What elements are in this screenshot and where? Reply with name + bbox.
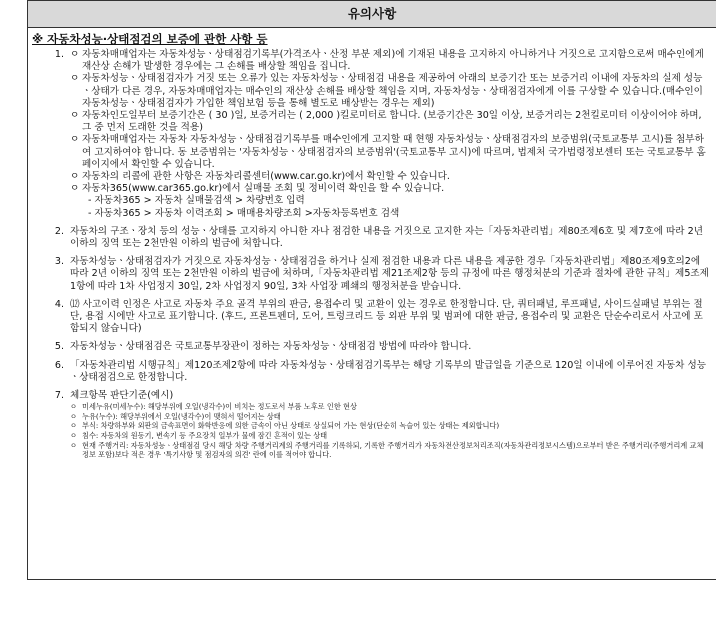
dash-line: - 자동차365 > 자동차 이력조회 > 매매용차량조회 >자동차등록번호 검색 [88,207,400,219]
notice-item-5 [28,341,710,353]
item-body [70,390,710,460]
criteria-heading: 체크항목 판단기준(예시) [70,390,174,402]
sub-item [70,110,710,134]
item-text: 자동차의 구조ㆍ장치 등의 성능ㆍ상태를 고지하지 아니한 자나 점검한 내용을 거짓으로 고지한 자는「자동차관리법」제80조제6호 및 제7호에 따라 2년 이하의 징역 또는 2천만원 이하의 벌금에 처합니다. [70,225,703,250]
criteria-item [70,421,710,431]
notice-item-7 [28,390,710,460]
item-number: 5. [54,341,64,353]
bullet-icon: ㅇ [70,110,80,122]
notice-item-1 [28,49,710,220]
sub-text: 자동차성능ㆍ상태점검자가 거짓 또는 오류가 있는 자동차성능ㆍ상태점검 내용을 제공하여 아래의 보증기간 또는 보증거리 이내에 자동차의 실제 성능ㆍ상태가 다른 경우, 자동차매매업자는 매수인의 재산상 손해를 배상할 책임을 지며, 자동차성능ㆍ상태점검자에게 이를 구상할 수 있습니다.(매수인이 자동차성능ㆍ상태점검자가 가입한 책임보험 등을 통해 별도로 배상받는 경우는 제외) [82,73,703,109]
criteria-item [70,431,710,441]
sub-text: 자동차365(www.car365.go.kr)에서 실매물 조회 및 정비이력 확인을 할 수 있습니다. [82,183,445,195]
notice-title: 유의사항 [28,1,716,28]
item-number: 4. [54,298,64,310]
sub-item [70,134,710,171]
item-number: 6. [54,359,64,371]
bullet-icon: ㅇ [70,49,80,60]
bullet-icon: ㅇ [70,411,77,421]
bullet-icon: ㅇ [70,171,80,183]
item-text: 자동차성능ㆍ상태점검자가 거짓으로 자동차성능ㆍ상태점검을 하거나 실제 점검한 내용과 다른 내용을 제공한 경우「자동차관리법」제80조제9호의2에 따라 2년 이하의 징역 또는 2천만원 이하의 벌금에 처하며,「자동차관리법 제21조제2항 등의 규정에 따른 행정처분의 기준과 절차에 관한 규칙」제5조제1항에 따라 1차 사업정지 30일, 2차 사업정지 90일, 3차 사업장 폐쇄의 행정처분을 받습니다. [70,256,709,292]
item-text: 「자동차관리법 시행규칙」제120조제2항에 따라 자동차성능ㆍ상태점검기록부는 해당 기록부의 발급일을 기준으로 120일 이내에 이루어진 자동차 성능ㆍ상태점검으로 한정합니다. [70,359,707,383]
item-number: 7. [54,390,64,402]
bullet-icon: ㅇ [70,183,80,195]
notice-box [27,0,716,580]
notice-item-2 [28,226,710,250]
notice-item-6 [28,360,710,384]
criteria-text: 침수: 자동차의 원동기, 변속기 등 주요장치 일부가 물에 잠긴 흔적이 있는 상태 [82,431,328,441]
sub-item [70,49,710,73]
criteria-item [70,412,710,422]
notice-list [28,49,716,460]
criteria-text: 누유(누수): 해당부위에서 오일(냉각수)이 맺혀서 떨어지는 상태 [82,411,281,421]
criteria-text: 현재 주행거리: 자동차성능ㆍ상태점검 당시 해당 차량 주행거리계의 주행거리를 기록하되, 기록한 주행거리가 자동차전산정보처리조직(자동차관리정보시스템)으로부터 받은 주행거리(주행거리계 교체 정보 포함)보다 적은 경우 '특기사항 및 점검자의 의견' 란에 이를 적어야 합니다. [82,440,704,460]
sub-item [70,171,710,183]
sub-text: 자동차의 리콜에 관한 사항은 자동차리콜센터(www.car.go.kr)에서 확인할 수 있습니다. [82,171,450,183]
criteria-text: 부식: 차량하부와 외판의 금속표면이 화학반응에 의한 금속이 아닌 상태로 상실되어 가는 현상(단순히 녹슬어 있는 상태는 제외합니다) [82,421,500,431]
sub-text: 자동차매매업자는 자동차성능ㆍ상태점검기록부(가격조사ㆍ산정 부분 제외)에 기재된 내용을 고지하지 아니하거나 거짓으로 고지함으로써 매수인에게 재산상 손해가 발생한 경우에는 그 손해를 배상할 책임을 집니다. [82,49,704,73]
notice-item-3 [28,256,710,293]
sub-item [70,73,710,110]
dash-line: - 자동차365 > 자동차 실매물검색 > 차량번호 입력 [88,195,305,207]
item-number: 2. [54,225,64,237]
bullet-icon: ㅇ [70,134,80,146]
item-text: ⑿ 사고이력 인정은 사고로 자동차 주요 골격 부위의 판금, 용접수리 및 교환이 있는 경우로 한정합니다. 단, 쿼터패널, 루프패널, 사이드실패널 부위는 절단, 용접 시에만 사고로 표기합니다. (후드, 프론트펜더, 도어, 트렁크리드 등 외판 부위 및 범퍼에 대한 판금, 용접수리 및 교환은 단순수리로서 사고에 포함되지 않습니다) [70,298,703,335]
bullet-icon: ㅇ [70,421,77,431]
item-number: 3. [54,256,64,268]
bullet-icon: ㅇ [70,431,77,441]
sub-item [70,183,710,195]
notice-item-4 [28,299,710,336]
bullet-icon: ㅇ [70,402,77,412]
criteria-text: 미세누유(미세누수): 해당부위에 오일(냉각수)이 비치는 정도로서 부품 노후로 인한 현상 [82,402,357,412]
sub-text: 자동차인도일부터 보증기간은 ( 30 )일, 보증거리는 ( 2,000 )킬로미터로 합니다. (보증기간은 30일 이상, 보증거리는 2천킬로미터 이상이어야 하며, 그 중 먼저 도래한 것을 적용) [82,110,702,134]
bullet-icon: ㅇ [70,73,80,85]
item-text: 자동차성능ㆍ상태점검은 국토교통부장관이 정하는 자동차성능ㆍ상태점검 방법에 따라야 합니다. [70,341,472,353]
section-heading: ※ 자동차성능·상태점검의 보증에 관한 사항 등 [32,32,268,46]
criteria-item [70,402,710,412]
item-number: 1. [54,49,64,60]
item-body [70,49,710,220]
sub-text: 자동차매매업자는 자동차 자동차성능ㆍ상태점검기록부를 매수인에게 고지할 때 현행 자동차성능ㆍ상태점검자의 보증범위(국토교통부 고시)를 첨부하여 고지하여야 합니다. 동 보증범위는 '자동차성능ㆍ상태점검자의 보증범위'(국토교통부 고시)에 따르며, 법제처 국가법령정보센터 또는 국토교통부 홈페이지에서 확인할 수 있습니다. [82,134,706,170]
criteria-item [70,441,710,460]
bullet-icon: ㅇ [70,440,77,450]
